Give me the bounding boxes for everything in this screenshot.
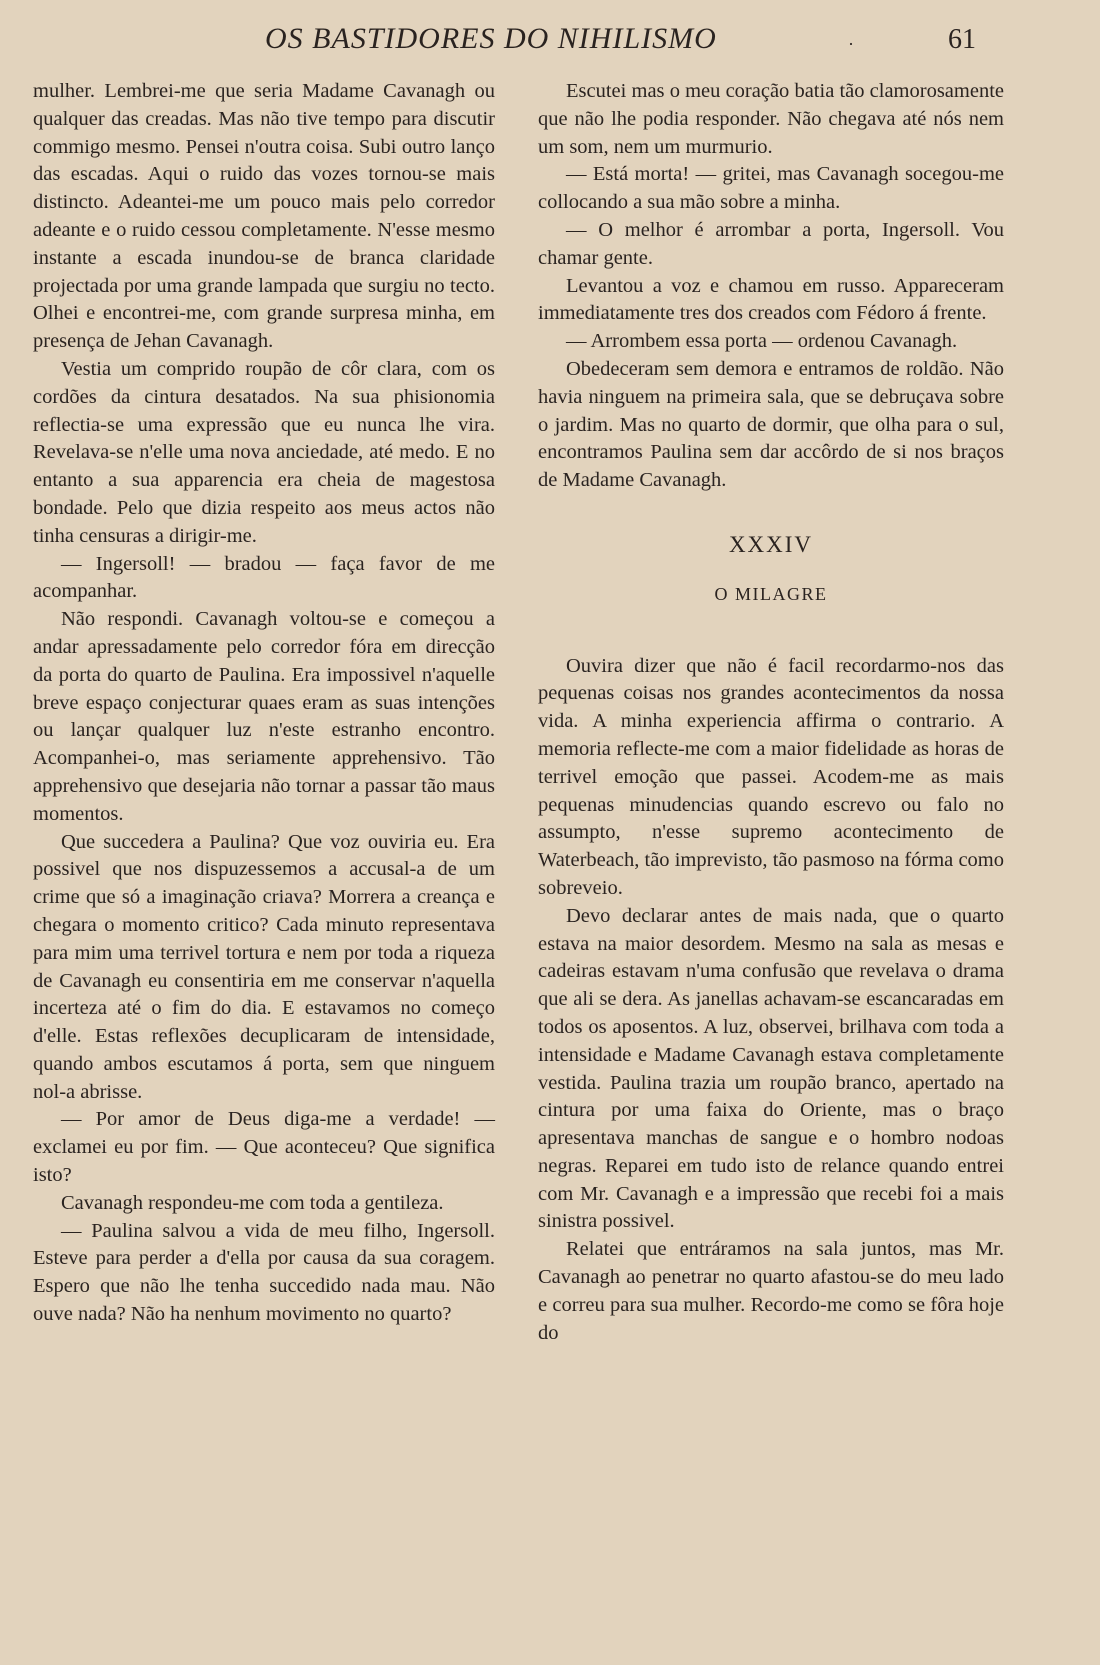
paragraph: Que succedera a Paulina? Que voz ouviria eu. Era possivel que nos dispuzessemos a accusal-a de um crime que só a imaginação criava? Morrera a creança e chegara o momento critico? Cada minuto representava para mim uma terrivel tortura e nem por toda a riqueza de Cavanagh eu consentiria em me conservar n'aquella incerteza até o fim do dia. E estavamos no começo d'elle. Estas reflexões decuplicaram de intensidade, quando ambos escutamos á porta, sem que ninguem nol-a abrisse.	[33, 830, 495, 1103]
paragraph: Devo declarar antes de mais nada, que o quarto estava na maior desordem. Mesmo na sala as mesas e cadeiras estavam n'uma confusão que revelava o drama que ali se dera. As janellas achavam-se escancaradas em todos os aposentos. A luz, observei, brilhava com toda a intensidade e Madame Cavanagh estava completamente vestida. Paulina trazia um roupão branco, apertado na cintura por uma faixa do Oriente, mas o braço apresentava manchas de sangue e o hombro nodoas negras. Reparei em tudo isto de relance quando entrei com Mr. Cavanagh e a impressão que recebi foi a mais sinistra possivel.	[538, 904, 1004, 1233]
left-column	[33, 78, 495, 1329]
chapter-number: XXXIV	[728, 531, 814, 557]
right-column	[538, 78, 1004, 1347]
paragraph: — Paulina salvou a vida de meu filho, Ingersoll. Esteve para perder a d'ella por causa da sua coragem. Espero que não lhe tenha succedido nada mau. Não ouve nada? Não ha nenhum movimento no quarto?	[33, 1219, 495, 1326]
running-head	[0, 22, 1100, 62]
running-title: OS BASTIDORES DO NIHILISMO	[265, 22, 717, 55]
paragraph: — Arrombem essa porta — ordenou Cavanagh.	[566, 330, 958, 353]
paragraph: — Está morta! — gritei, mas Cavanagh socegou-me collocando a sua mão sobre a minha.	[538, 163, 1004, 214]
paragraph: — Ingersoll! — bradou — faça favor de me acompanhar.	[33, 552, 495, 603]
paragraph: Ouvira dizer que não é facil recordarmo-nos das pequenas coisas nos grandes acontecimentos da nossa vida. A minha experiencia affirma o contrario. A memoria reflecte-me com a maior fidelidade as horas de terrivel emoção que passei. Acodem-me as mais pequenas minudencias quando escrevo ou falo no assumpto, n'esse supremo acontecimento de Waterbeach, tão imprevisto, tão pasmoso na fórma como sobreveio.	[538, 654, 1004, 899]
paragraph: Vestia um comprido roupão de côr clara, com os cordões da cintura desatados. Na sua phisionomia reflectia-se uma expressão que eu nunca lhe vira. Revelava-se n'elle uma nova anciedade, até medo. E no entanto a sua apparencia era cheia de magestosa bondade. Pelo que dizia respeito aos meus actos não tinha censuras a dirigir-me.	[33, 357, 495, 547]
paragraph: Cavanagh respondeu-me com toda a gentileza.	[61, 1191, 444, 1214]
header-separator: ·	[848, 34, 854, 54]
paragraph: Levantou a voz e chamou em russo. Appareceram immediatamente tres dos creados com Fédoro á frente.	[538, 274, 1004, 325]
paragraph: Não respondi. Cavanagh voltou-se e começou a andar apressadamente pelo corredor fóra em direcção da porta do quarto de Paulina. Era impossivel n'aquelle breve espaço conjecturar quaes eram as suas intenções ou lançar qualquer luz n'este estranho encontro. Acompanhei-o, mas seriamente apprehensivo. Tão apprehensivo que desejaria não tornar a passar tão maus momentos.	[33, 608, 495, 825]
chapter-title: O MILAGRE	[714, 583, 828, 604]
paragraph: mulher. Lembrei-me que seria Madame Cavanagh ou qualquer das creadas. Mas não tive tempo para discutir commigo mesmo. Pensei n'outra coisa. Subi outro lanço das escadas. Aqui o ruido das vozes tornou-se mais distincto. Adeantei-me um pouco mais pelo corredor adeante e o ruido cessou completamente. N'esse mesmo instante a escada inundou-se de branca claridade projectada por uma grande lampada que surgiu no tecto. Olhei e encontrei-me, com grande surpresa minha, em presença de Jehan Cavanagh.	[33, 80, 495, 353]
paragraph: Relatei que entráramos na sala juntos, mas Mr. Cavanagh ao penetrar no quarto afastou-se do meu lado e correu para sua mulher. Recordo-me como se fôra hoje do	[538, 1238, 1004, 1344]
paragraph: Obedeceram sem demora e entramos de roldão. Não havia ninguem na primeira sala, que se debruçava sobre o jardim. Mas no quarto de dormir, que olha para o sul, encontramos Paulina sem dar accôrdo de si nos braços de Madame Cavanagh.	[538, 357, 1004, 492]
paragraph: — O melhor é arrombar a porta, Ingersoll. Vou chamar gente.	[538, 218, 1004, 269]
page-number: 61	[948, 24, 976, 55]
paragraph: — Por amor de Deus diga-me a verdade! — exclamei eu por fim. — Que aconteceu? Que significa isto?	[33, 1108, 495, 1187]
paragraph: Escutei mas o meu coração batia tão clamorosamente que não lhe podia responder. Não chegava até nós nem um som, nem um murmurio.	[538, 80, 1004, 158]
